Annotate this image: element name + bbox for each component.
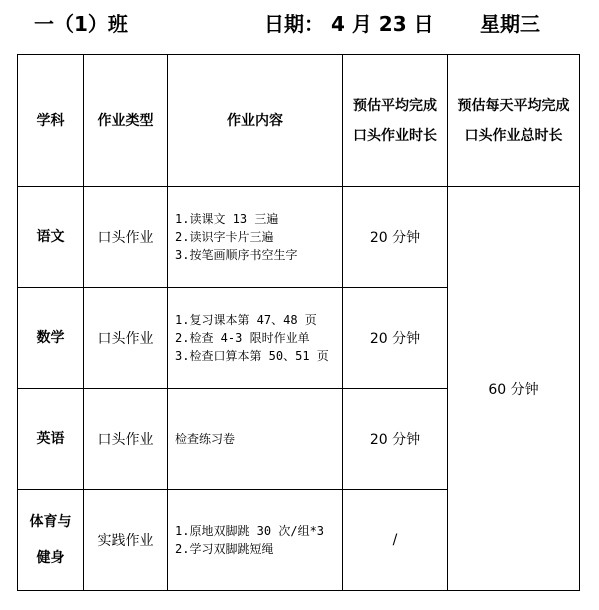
duration-cell: 20 分钟 [343,288,448,389]
column-header-duration: 预估平均完成口头作业时长 [343,55,448,187]
content-line: 3.检查口算本第 50、51 页 [175,349,329,363]
page-header [0,8,599,40]
content-line: 1.原地双脚跳 30 次/组*3 [175,524,325,538]
content-cell [168,187,343,288]
column-header-content: 作业内容 [168,55,343,187]
table-row [18,187,580,288]
type-cell: 实践作业 [84,490,168,591]
column-header-type: 作业类型 [84,55,168,187]
date-label: 日期： 4 月 23 日 [264,12,434,36]
class-name: 一（1）班 [34,12,128,36]
content-line: 检查练习卷 [175,432,236,446]
duration-cell: / [343,490,448,591]
content-line: 3.按笔画顺序书空生字 [175,248,298,262]
content-line: 2.学习双脚跳短绳 [175,542,274,556]
table-header-row [18,55,580,187]
content-line: 1.复习课本第 47、48 页 [175,313,317,327]
homework-table [17,54,580,591]
subject-cell: 数学 [18,288,84,389]
type-cell: 口头作业 [84,389,168,490]
subject-cell: 体育与健身 [18,490,84,591]
content-line: 1.读课文 13 三遍 [175,212,279,226]
duration-cell: 20 分钟 [343,187,448,288]
type-cell: 口头作业 [84,288,168,389]
column-header-subject: 学科 [18,55,84,187]
content-cell [168,389,343,490]
duration-cell: 20 分钟 [343,389,448,490]
subject-cell: 语文 [18,187,84,288]
column-header-total: 预估每天平均完成口头作业总时长 [448,55,580,187]
subject-cell: 英语 [18,389,84,490]
content-cell [168,490,343,591]
content-line: 2.检查 4-3 限时作业单 [175,331,310,345]
type-cell: 口头作业 [84,187,168,288]
total-duration-cell: 60 分钟 [448,187,580,591]
weekday-label: 星期三 [480,12,540,36]
content-cell [168,288,343,389]
content-line: 2.读识字卡片三遍 [175,230,274,244]
